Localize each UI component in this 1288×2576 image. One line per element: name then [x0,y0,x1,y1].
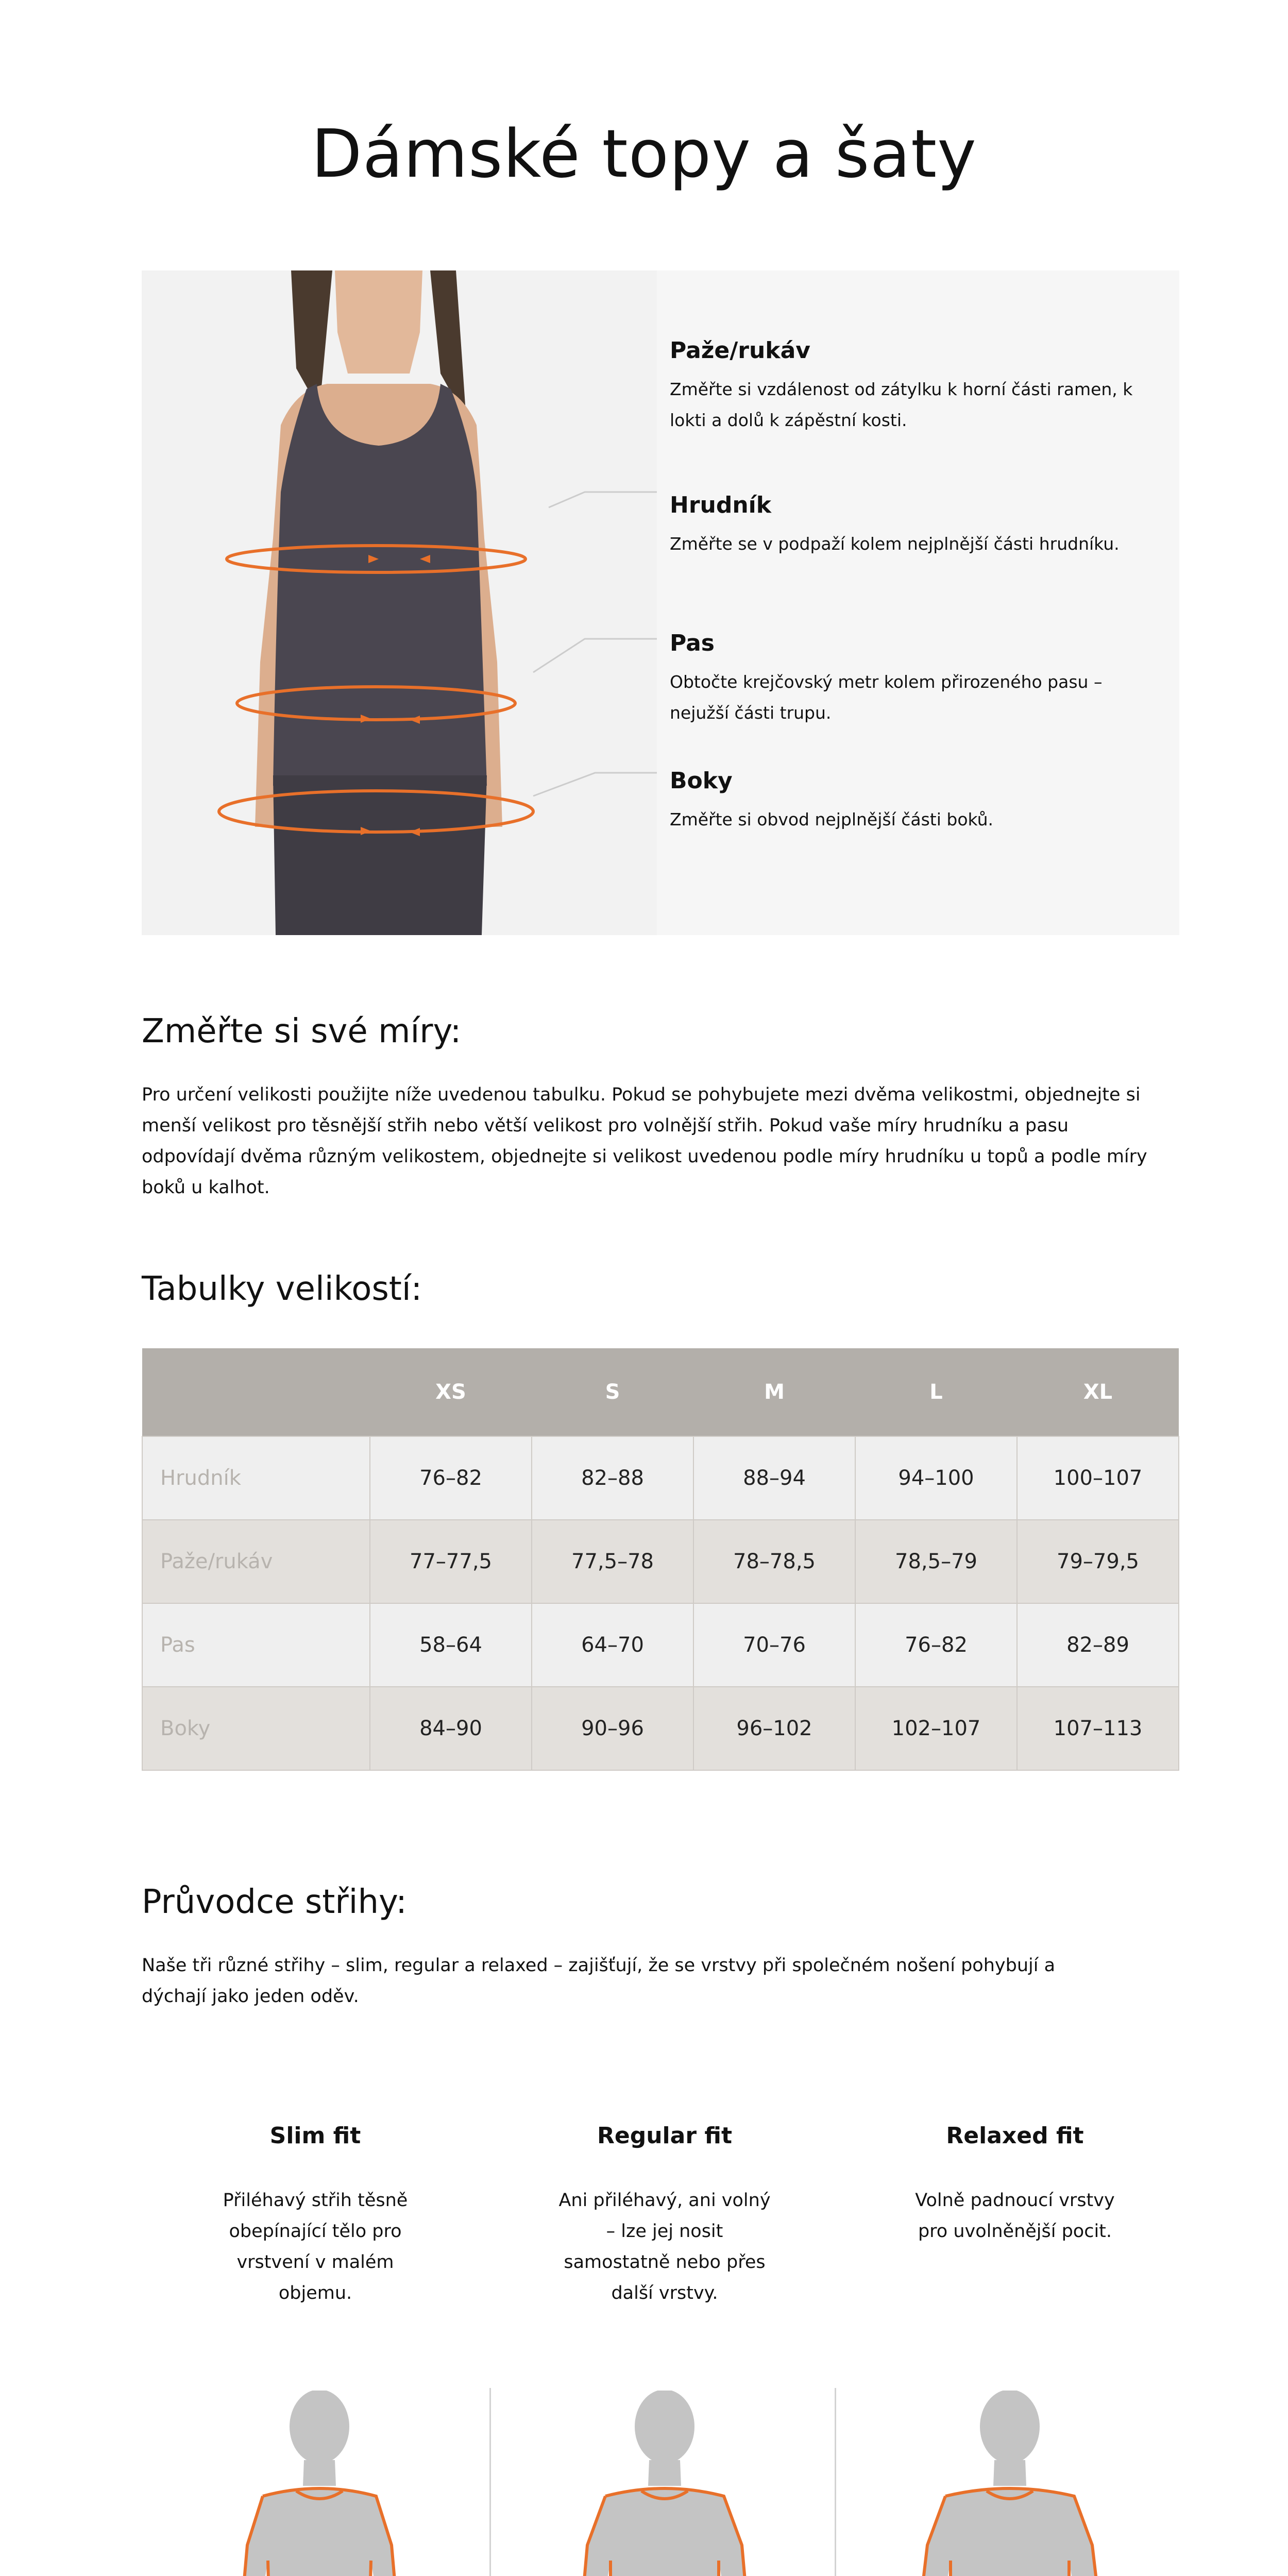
table-cell: 90–96 [532,1687,693,1770]
fit-description: Ani přiléhavý, ani volný – lze jej nosit samostatně nebo přes další vrstvy. [558,2190,771,2303]
fit-guide-heading: Průvodce střihy: [142,1883,407,1921]
measure-text: Pro určení velikosti použijte níže uvedenou tabulku. Pokud se pohybujete mezi dvěma velikostmi, objednejte si menší velikost pro těsnější střih nebo větší velikost pro volnější střih. Pokud vaše míry hrudníku a pasu odpovídají dvěma různým velikostem, objednejte si velikost uvedenou podle míry hrudníku u topů a podle míry boků u kalhot. [142,1084,1147,1198]
table-cell: 84–90 [370,1687,532,1770]
table-header-cell: XS [370,1348,532,1436]
table-cell: 100–107 [1017,1436,1179,1520]
measurement-text: Změřte si obvod nejplnější části boků. [670,809,994,829]
fit-guide-text: Naše tři různé střihy – slim, regular a relaxed – zajišťují, že se vrstvy při společném nošení pohybují a dýchají jako jeden oděv. [142,1955,1056,2007]
measurement-text: Změřte si vzdálenost od zátylku k horní části ramen, k lokti a dolů k zápěstní kosti. [670,379,1133,430]
table-cell: 102–107 [855,1687,1017,1770]
table-row [142,1520,1179,1603]
table-cell: 107–113 [1017,1687,1179,1770]
measurement-text: Obtočte krejčovský metr kolem přirozeného pasu – nejužší části trupu. [670,672,1103,723]
table-cell: 78–78,5 [693,1520,855,1603]
measurement-hips [670,768,1133,835]
fit-slim [187,2123,444,2309]
table-cell: 76–82 [370,1436,532,1520]
fit-description: Přiléhavý střih těsně obepínající tělo pro vrstvení v malém objemu. [223,2190,408,2303]
table-cell: 82–89 [1017,1603,1179,1687]
fit-description: Volně padnoucí vrstvy pro uvolněnější pocit. [915,2190,1115,2242]
measurement-heading: Paže/rukáv [670,337,810,364]
page-title: Dámské topy a šaty [311,116,977,193]
relaxed-fit-figure [891,2391,1128,2576]
table-row [142,1687,1179,1770]
table-header-cell: L [855,1348,1017,1436]
measurement-waist [670,630,1133,728]
table-cell: 78,5–79 [855,1520,1017,1603]
table-cell: 58–64 [370,1603,532,1687]
row-label: Hrudník [142,1436,370,1520]
table-row [142,1603,1179,1687]
table-header-cell: M [693,1348,855,1436]
measurement-guide [142,270,1179,935]
fit-name: Slim fit [269,2123,361,2149]
table-cell: 94–100 [855,1436,1017,1520]
fit-regular [536,2123,793,2309]
table-cell: 82–88 [532,1436,693,1520]
measure-heading: Změřte si své míry: [142,1012,462,1050]
table-header-cell: XL [1017,1348,1179,1436]
measurement-arm [670,337,1133,436]
table-cell: 70–76 [693,1603,855,1687]
row-label: Boky [142,1687,370,1770]
table-row [142,1436,1179,1520]
table-cell: 77,5–78 [532,1520,693,1603]
measurement-heading: Hrudník [670,492,772,518]
measurement-chest [670,492,1133,560]
regular-fit-figure [546,2391,783,2576]
row-label: Pas [142,1603,370,1687]
row-label: Paže/rukáv [142,1520,370,1603]
column-divider [489,2388,491,2576]
column-divider [835,2388,836,2576]
table-header-cell: S [532,1348,693,1436]
table-cell: 76–82 [855,1603,1017,1687]
fit-name: Relaxed fit [946,2123,1084,2149]
table-cell: 64–70 [532,1603,693,1687]
measurement-heading: Boky [670,768,733,794]
table-cell: 77–77,5 [370,1520,532,1603]
fit-name: Regular fit [597,2123,732,2149]
slim-fit-figure [201,2391,438,2576]
table-cell: 79–79,5 [1017,1520,1179,1603]
fit-relaxed [886,2123,1144,2247]
table-cell: 96–102 [693,1687,855,1770]
measurement-heading: Pas [670,630,715,656]
measurement-text: Změřte se v podpaží kolem nejplnější části hrudníku. [670,534,1120,554]
size-table [142,1348,1179,1771]
table-header-row [142,1348,1179,1436]
table-header-cell [142,1348,370,1436]
model-photo [142,270,657,935]
table-cell: 88–94 [693,1436,855,1520]
size-chart-heading: Tabulky velikostí: [142,1270,422,1308]
